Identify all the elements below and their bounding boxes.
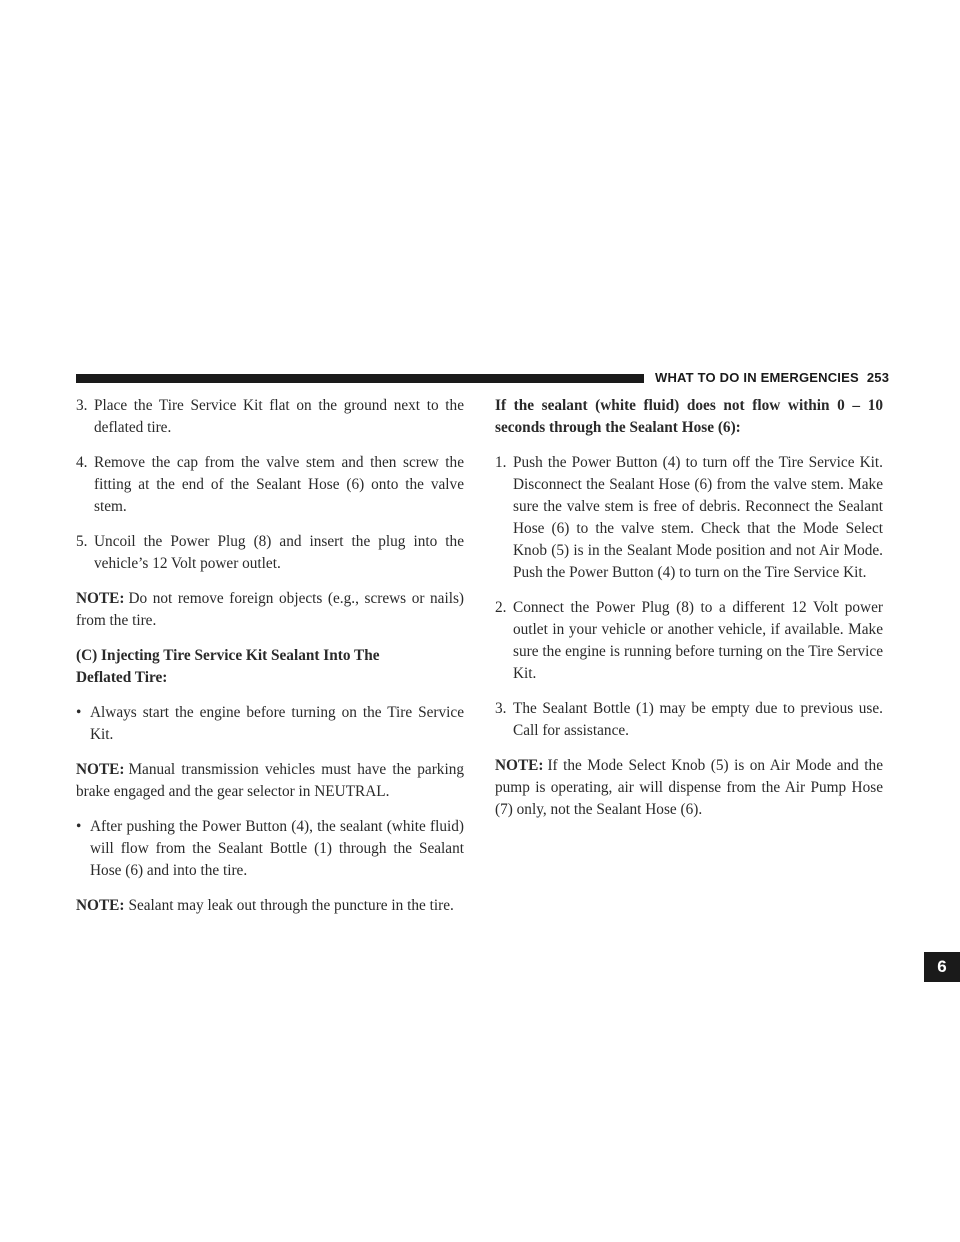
note <box>495 755 883 821</box>
note-label: NOTE: <box>76 590 125 607</box>
running-header <box>655 370 889 385</box>
note-1 <box>76 588 464 632</box>
bullet-1 <box>76 702 464 746</box>
note-text: If the Mode Select Knob (5) is on Air Mode and the pump is operating, air will dispense from the Air Pump Hose (7) only, not the Sealant Hose (6). <box>495 757 883 818</box>
step-text: The Sealant Bottle (1) may be empty due to previous use. Call for assistance. <box>513 700 883 739</box>
note-text: Do not remove foreign objects (e.g., screws or nails) from the tire. <box>76 590 464 629</box>
step-text: Push the Power Button (4) to turn off the Tire Service Kit. Disconnect the Sealant Hose (6) from the valve stem. Make sure the valve stem is free of debris. Reconnect the Sealant Hose (6) to the valve stem. Check that the Mode Select Knob (5) is in the Sealant Mode position and not Air Mode. Push the Power Button (4) to turn on the Tire Service Kit. <box>513 454 883 581</box>
step-2 <box>495 597 883 685</box>
bullet-text: After pushing the Power Button (4), the sealant (white fluid) will flow from the Sealant Bottle (1) through the Sealant Hose (6) and into the tire. <box>90 818 464 879</box>
step-4 <box>76 452 464 518</box>
note-label: NOTE: <box>76 897 125 914</box>
section-heading: (C) Injecting Tire Service Kit Sealant Into The Deflated Tire: <box>76 647 380 686</box>
step-5 <box>76 531 464 575</box>
step-number: 1. <box>495 454 507 471</box>
bullet-dot-icon: • <box>76 704 82 721</box>
note-text: Sealant may leak out through the puncture in the tire. <box>128 897 454 914</box>
troubleshoot-heading: If the sealant (white fluid) does not flow within 0 – 10 seconds through the Sealant Hose (6): <box>495 397 883 436</box>
step-1 <box>495 452 883 584</box>
step-text: Place the Tire Service Kit flat on the ground next to the deflated tire. <box>94 397 464 436</box>
bullet-text: Always start the engine before turning on the Tire Service Kit. <box>90 704 464 743</box>
page-number: 253 <box>866 370 890 385</box>
step-number: 4. <box>76 454 88 471</box>
note-3 <box>76 895 464 917</box>
step-number: 2. <box>495 599 507 616</box>
step-text: Remove the cap from the valve stem and then screw the fitting at the end of the Sealant Hose (6) onto the valve stem. <box>94 454 464 515</box>
step-number: 3. <box>495 700 507 717</box>
right-column <box>495 395 883 834</box>
step-text: Uncoil the Power Plug (8) and insert the plug into the vehicle’s 12 Volt power outlet. <box>94 533 464 572</box>
note-text: Manual transmission vehicles must have the parking brake engaged and the gear selector in NEUTRAL. <box>76 761 464 800</box>
step-number: 3. <box>76 397 88 414</box>
step-3 <box>76 395 464 439</box>
note-label: NOTE: <box>76 761 125 778</box>
bullet-2 <box>76 816 464 882</box>
note-2 <box>76 759 464 803</box>
step-number: 5. <box>76 533 88 550</box>
note-label: NOTE: <box>495 757 544 774</box>
bullet-dot-icon: • <box>76 818 82 835</box>
left-column <box>76 395 464 930</box>
step-3 <box>495 698 883 742</box>
step-text: Connect the Power Plug (8) to a different 12 Volt power outlet in your vehicle or another vehicle, if available. Make sure the engine is running before turning on the Tire Service Kit. <box>513 599 883 682</box>
section-title: WHAT TO DO IN EMERGENCIES <box>655 370 859 385</box>
chapter-tab: 6 <box>924 952 960 982</box>
header-rule <box>76 374 644 383</box>
